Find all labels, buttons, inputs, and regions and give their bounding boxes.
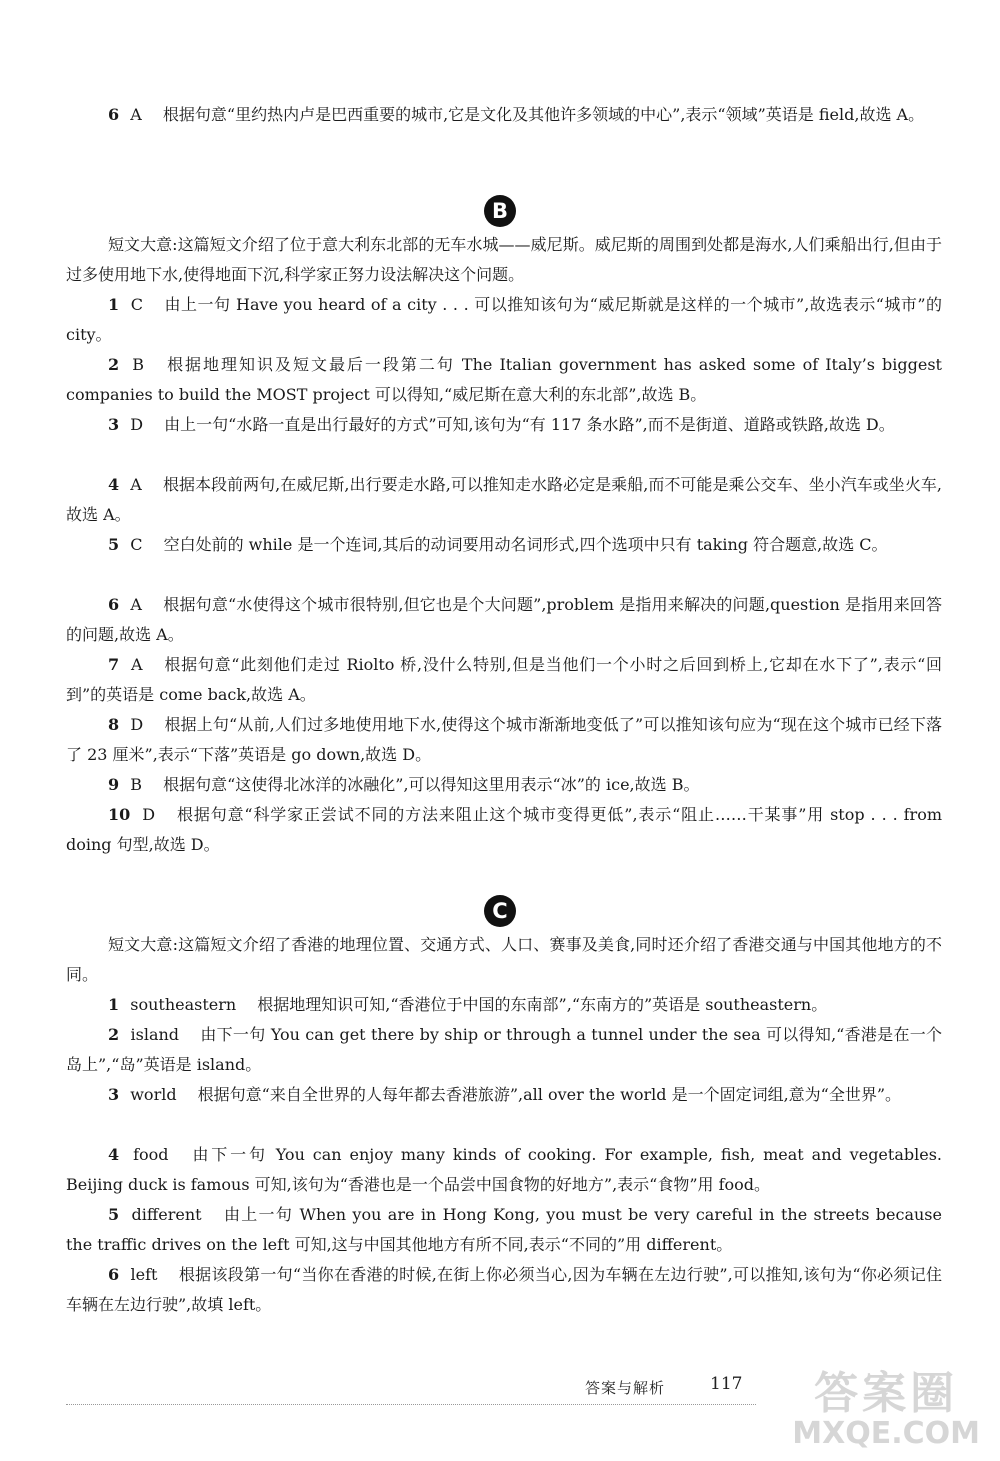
item-number: 6: [108, 1265, 120, 1284]
item-number: 5: [108, 1205, 120, 1224]
item-number: 1: [108, 995, 120, 1014]
item-number: 6: [108, 105, 120, 124]
item-explanation: 根据句意“水使得这个城市很特别,但它也是个大问题”,problem 是指用来解决的问题,question 是指用来回答的问题,故选 A。: [66, 595, 942, 644]
watermark-logo-text: 答案圈: [814, 1368, 959, 1420]
item-number: 4: [108, 475, 120, 494]
item-explanation: 由上一句 When you are in Hong Kong, you must be very careful in the streets because the traffic drives on the left 可知,这与中国其他地方有所不同,表示“不同的”用 different。: [66, 1205, 942, 1254]
item-explanation: 根据该段第一句“当你在香港的时候,在街上你必须当心,因为车辆在左边行驶”,可以推知,该句为“你必须记住车辆在左边行驶”,故填 left。: [66, 1265, 943, 1314]
footer-divider: [66, 1404, 756, 1405]
item-number: 2: [108, 1025, 120, 1044]
item-number: 3: [108, 1085, 120, 1104]
footer-section-label: 答案与解析: [585, 1379, 666, 1397]
item-answer: D: [130, 715, 144, 734]
item-answer: A: [130, 655, 143, 674]
answer-item-c2: [66, 1020, 942, 1080]
answer-item-c6: [66, 1260, 942, 1320]
item-answer: A: [130, 105, 142, 124]
answer-item-c4: [66, 1140, 942, 1200]
item-number: 7: [108, 655, 120, 674]
item-answer: A: [130, 475, 142, 494]
item-number: 5: [108, 535, 120, 554]
item-answer: southeastern: [130, 995, 237, 1014]
answer-item-b4: [66, 470, 942, 530]
answer-item-a6: [66, 100, 942, 130]
item-explanation: 空白处前的 while 是一个连词,其后的动词要用动名词形式,四个选项中只有 taking 符合题意,故选 C。: [163, 535, 888, 554]
section-b-summary: 短文大意:这篇短文介绍了位于意大利东北部的无车水城——威尼斯。威尼斯的周围到处都是海水,人们乘船出行,但由于过多使用地下水,使得地面下沉,科学家正努力设法解决这个问题。: [66, 235, 942, 284]
item-explanation: 根据句意“此刻他们走过 Riolto 桥,没什么特别,但是当他们一个小时之后回到桥上,它却在水下了”,表示“回到”的英语是 come back,故选 A。: [66, 655, 942, 704]
answer-item-b9: [66, 770, 942, 800]
item-explanation: 根据本段前两句,在威尼斯,出行要走水路,可以推知走水路必定是乘船,而不可能是乘公交车、坐小汽车或坐火车,故选 A。: [66, 475, 942, 524]
answer-item-b1: [66, 290, 942, 350]
section-b-badge: B: [484, 195, 516, 227]
item-answer: different: [131, 1205, 202, 1224]
item-explanation: 根据地理知识可知,“香港位于中国的东南部”,“东南方的”英语是 southeastern。: [257, 995, 828, 1014]
answer-item-b10: [66, 800, 942, 860]
item-number: 9: [108, 775, 120, 794]
item-number: 2: [108, 355, 120, 374]
item-explanation: 根据上句“从前,人们过多地使用地下水,使得这个城市渐渐地变低了”可以推知该句应为“现在这个城市已经下落了 23 厘米”,表示“下落”英语是 go down,故选 D。: [66, 715, 943, 764]
answer-item-b7: [66, 650, 942, 710]
section-c-summary: 短文大意:这篇短文介绍了香港的地理位置、交通方式、人口、赛事及美食,同时还介绍了香港交通与中国其他地方的不同。: [66, 935, 942, 984]
item-explanation: 根据地理知识及短文最后一段第二句 The Italian government has asked some of Italy’s biggest companies to build the MOST project 可以得知,“威尼斯在意大利的东北部”,故选 B。: [66, 355, 942, 404]
answer-item-b6: [66, 590, 942, 650]
answer-item-c5: [66, 1200, 942, 1260]
item-explanation: 根据句意“这使得北冰洋的冰融化”,可以得知这里用表示“冰”的 ice,故选 B。: [163, 775, 700, 794]
page-number: 117: [710, 1374, 743, 1394]
item-explanation: 根据句意“来自全世界的人每年都去香港旅游”,all over the world 是一个固定词组,意为“全世界”。: [197, 1085, 902, 1104]
item-number: 4: [108, 1145, 120, 1164]
item-number: 6: [108, 595, 120, 614]
answer-item-c1: [66, 990, 942, 1020]
watermark-url: MXQE.COM: [792, 1415, 980, 1451]
answer-item-b5: [66, 530, 942, 560]
item-explanation: 由上一句“水路一直是出行最好的方式”可知,该句为“有 117 条水路”,而不是街道、道路或铁路,故选 D。: [164, 415, 895, 434]
item-answer: C: [130, 535, 143, 554]
item-explanation: 根据句意“里约热内卢是巴西重要的城市,它是文化及其他许多领域的中心”,表示“领域”英语是 field,故选 A。: [162, 105, 925, 124]
section-c-badge: C: [484, 895, 516, 927]
item-answer: D: [142, 805, 156, 824]
answer-item-b2: [66, 350, 942, 410]
item-number: 1: [108, 295, 120, 314]
item-number: 10: [108, 805, 131, 824]
item-answer: left: [130, 1265, 158, 1284]
item-explanation: 由下一句 You can enjoy many kinds of cooking. For example, fish, meat and vegetables. Beijing duck is famous 可知,该句为“香港也是一个品尝中国食物的好地方”,表示“食物”用 food。: [66, 1145, 942, 1194]
item-explanation: 由上一句 Have you heard of a city . . . 可以推知该句为“威尼斯就是这样的一个城市”,故选表示“城市”的 city。: [66, 295, 942, 344]
item-answer: B: [132, 355, 144, 374]
item-answer: food: [133, 1145, 169, 1164]
item-answer: island: [130, 1025, 180, 1044]
item-answer: world: [130, 1085, 177, 1104]
item-explanation: 根据句意“科学家正尝试不同的方法来阻止这个城市变得更低”,表示“阻止……干某事”用 stop . . . from doing 句型,故选 D。: [66, 805, 943, 854]
site-watermark: [792, 1368, 980, 1451]
answer-item-b3: [66, 410, 942, 440]
item-answer: A: [130, 595, 142, 614]
item-answer: D: [130, 415, 144, 434]
item-answer: B: [130, 775, 142, 794]
item-number: 8: [108, 715, 120, 734]
answer-item-b8: [66, 710, 942, 770]
item-explanation: 由下一句 You can get there by ship or through a tunnel under the sea 可以得知,“香港是在一个岛上”,“岛”英语是 island。: [66, 1025, 942, 1074]
item-number: 3: [108, 415, 120, 434]
answer-item-c3: [66, 1080, 942, 1110]
item-answer: C: [130, 295, 143, 314]
